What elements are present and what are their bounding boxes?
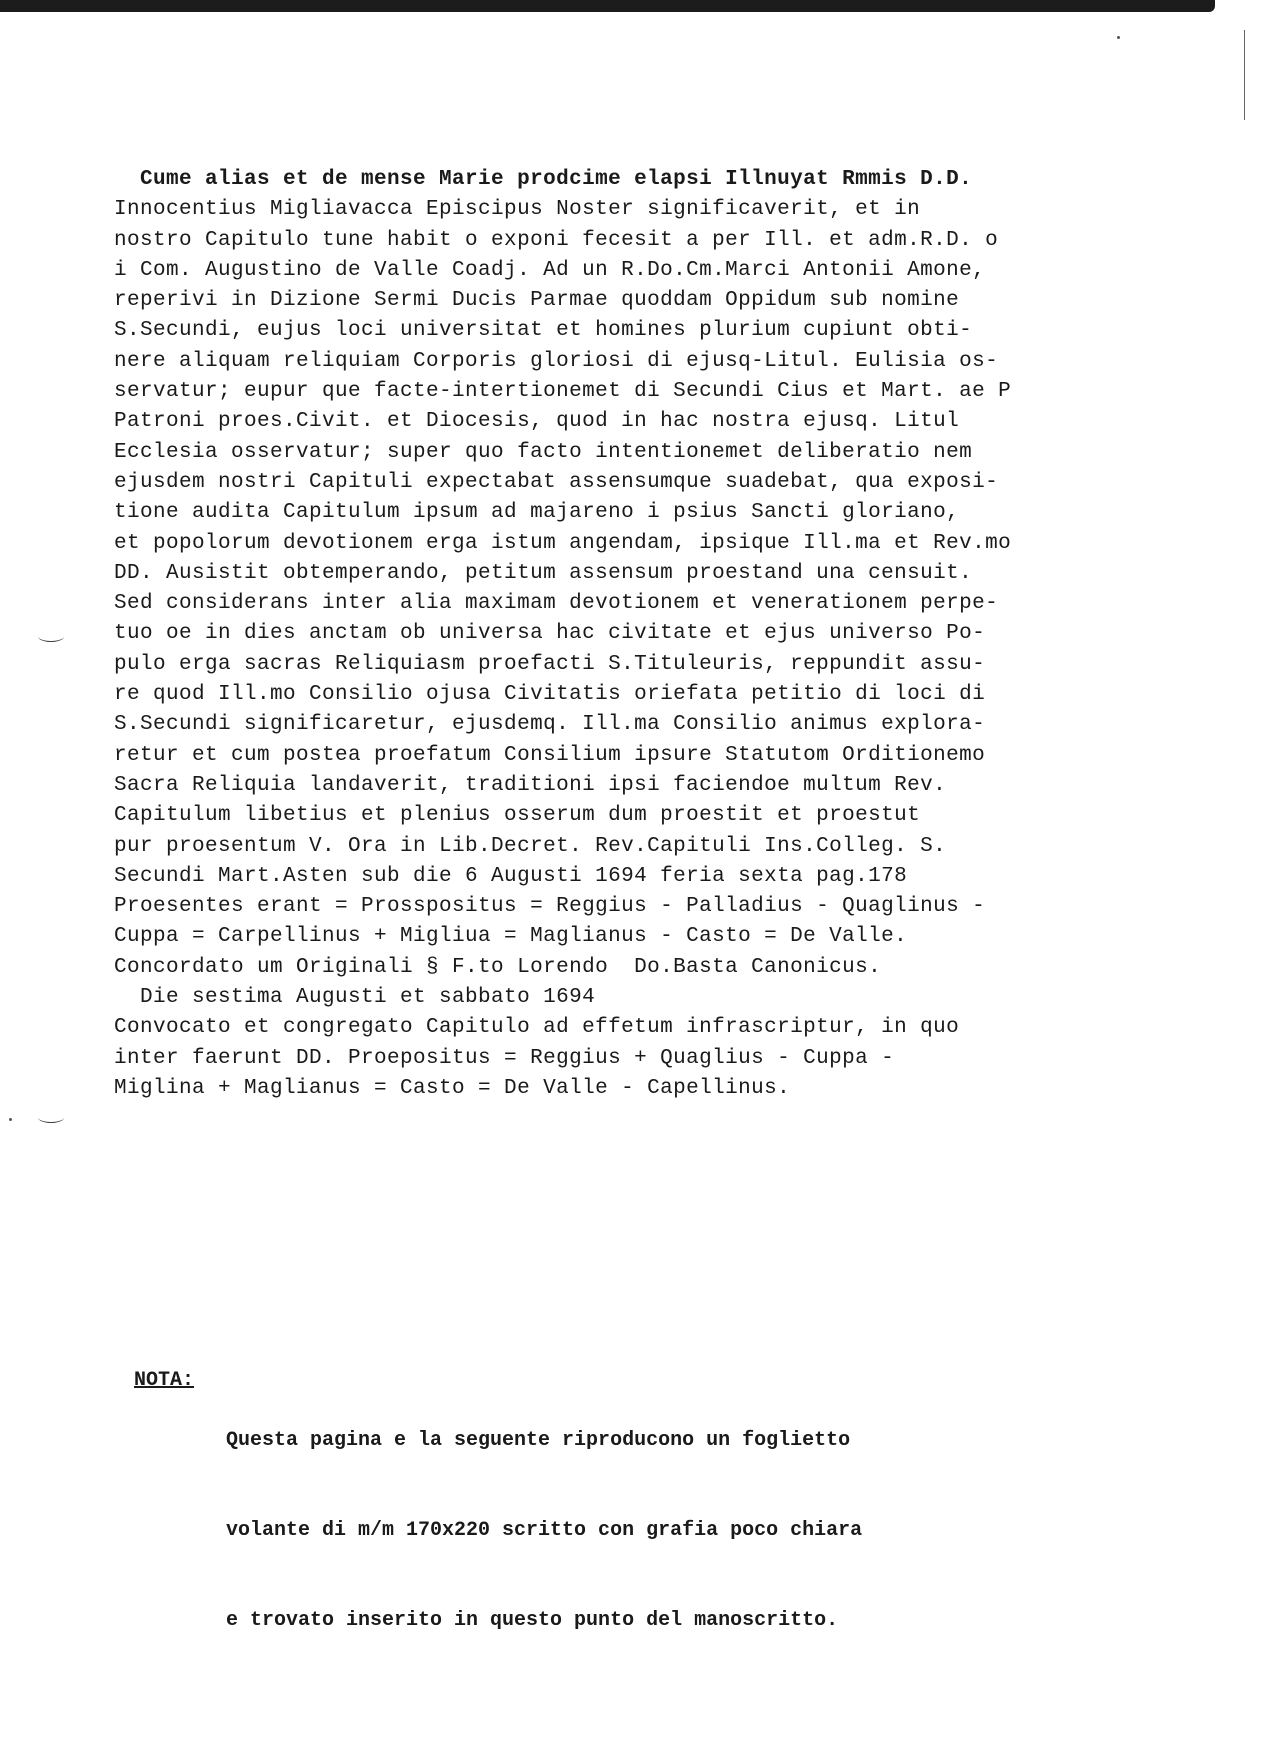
body-line: servatur; eupur que facte-intertionemet di Secundi Cius et Mart. ae P [114, 380, 1012, 404]
body-line: ejusdem nostri Capituli expectabat assensumque suadebat, qua exposi- [114, 470, 999, 494]
nota-line: e trovato inserito in questo punto del manoscritto. [226, 1609, 839, 1632]
speck [9, 1118, 12, 1121]
body-line: Ecclesia osservatur; super quo facto intentionemet deliberatio nem [114, 440, 973, 464]
body-line: tuo oe in dies anctam ob universa hac civitate et ejus universo Po- [114, 622, 986, 646]
body-line: Convocato et congregato Capitulo ad effetum infrascriptur, in quo [114, 1016, 960, 1040]
body-line: reperivi in Dizione Sermi Ducis Parmae quoddam Oppidum sub nomine [114, 289, 960, 313]
body-line: retur et cum postea proefatum Consilium ipsure Statutom Orditionemo [114, 743, 986, 767]
body-line: re quod Ill.mo Consilio ojusa Civitatis oriefata petitio di loci di [114, 683, 986, 707]
body-line: nere aliquam reliquiam Corporis gloriosi di ejusq-Litul. Eulisia os- [114, 349, 999, 373]
nota-line: Questa pagina e la seguente riproducono un foglietto [226, 1429, 851, 1452]
nota-label-text: NOTA: [134, 1369, 195, 1392]
nota-text [226, 1366, 862, 1696]
body-line: S.Secundi, eujus loci universitat et homines plurium cupiunt obti- [114, 319, 973, 343]
body-line: Cuppa = Carpellinus + Migliua = Maglianus - Casto = De Valle. [114, 925, 908, 949]
body-line: inter faerunt DD. Proepositus = Reggius + Quaglius - Cuppa - [114, 1046, 895, 1070]
body-line: pur proesentum V. Ora in Lib.Decret. Rev.Capituli Ins.Colleg. S. [114, 834, 947, 858]
margin-curve-mark [38, 1112, 64, 1123]
body-line: Die sestima Augusti et sabbato 1694 [114, 986, 596, 1010]
typed-body-text [114, 165, 1194, 1104]
right-edge-mark [1244, 30, 1245, 120]
page-top-edge [0, 0, 1215, 12]
speck [1117, 36, 1120, 39]
body-line: et popolorum devotionem erga istum angendam, ipsique Ill.ma et Rev.mo [114, 531, 1012, 555]
body-line: Miglina + Maglianus = Casto = De Valle - Capellinus. [114, 1076, 791, 1100]
body-line: Sed considerans inter alia maximam devotionem et venerationem perpe- [114, 592, 999, 616]
body-line: DD. Ausistit obtemperando, petitum assensum proestand una censuit. [114, 561, 973, 585]
nota-line: volante di m/m 170x220 scritto con grafia poco chiara [226, 1519, 863, 1542]
body-line: Patroni proes.Civit. et Diocesis, quod in hac nostra ejusq. Litul [114, 410, 960, 434]
margin-curve-mark [38, 631, 64, 642]
body-line: Capitulum libetius et plenius osserum dum proestit et proestut [114, 804, 921, 828]
body-line: S.Secundi significaretur, ejusdemq. Ill.ma Consilio animus explora- [114, 713, 986, 737]
nota-label [134, 1366, 226, 1696]
body-line: nostro Capitulo tune habit o exponi fecesit a per Ill. et adm.R.D. o [114, 228, 999, 252]
body-line: pulo erga sacras Reliquiasm proefacti S.Tituleuris, reppundit assu- [114, 652, 986, 676]
body-line: Concordato um Originali § F.to Lorendo Do.Basta Canonicus. [114, 955, 882, 979]
body-line: Sacra Reliquia landaverit, traditioni ipsi faciendoe multum Rev. [114, 773, 947, 797]
body-line: Innocentius Migliavacca Episcipus Noster significaverit, et in [114, 198, 921, 222]
body-line: Secundi Mart.Asten sub die 6 Augusti 1694 feria sexta pag.178 [114, 864, 908, 888]
body-line: Cume alias et de mense Marie prodcime elapsi Illnuyat Rmmis D.D. [114, 168, 973, 191]
body-line: tione audita Capitulum ipsum ad majareno i psius Sancti gloriano, [114, 501, 960, 525]
body-line: i Com. Augustino de Valle Coadj. Ad un R.Do.Cm.Marci Antonii Amone, [114, 258, 986, 282]
body-line: Proesentes erant = Prosspositus = Reggius - Palladius - Quaglinus - [114, 895, 986, 919]
nota-block [134, 1366, 1094, 1696]
